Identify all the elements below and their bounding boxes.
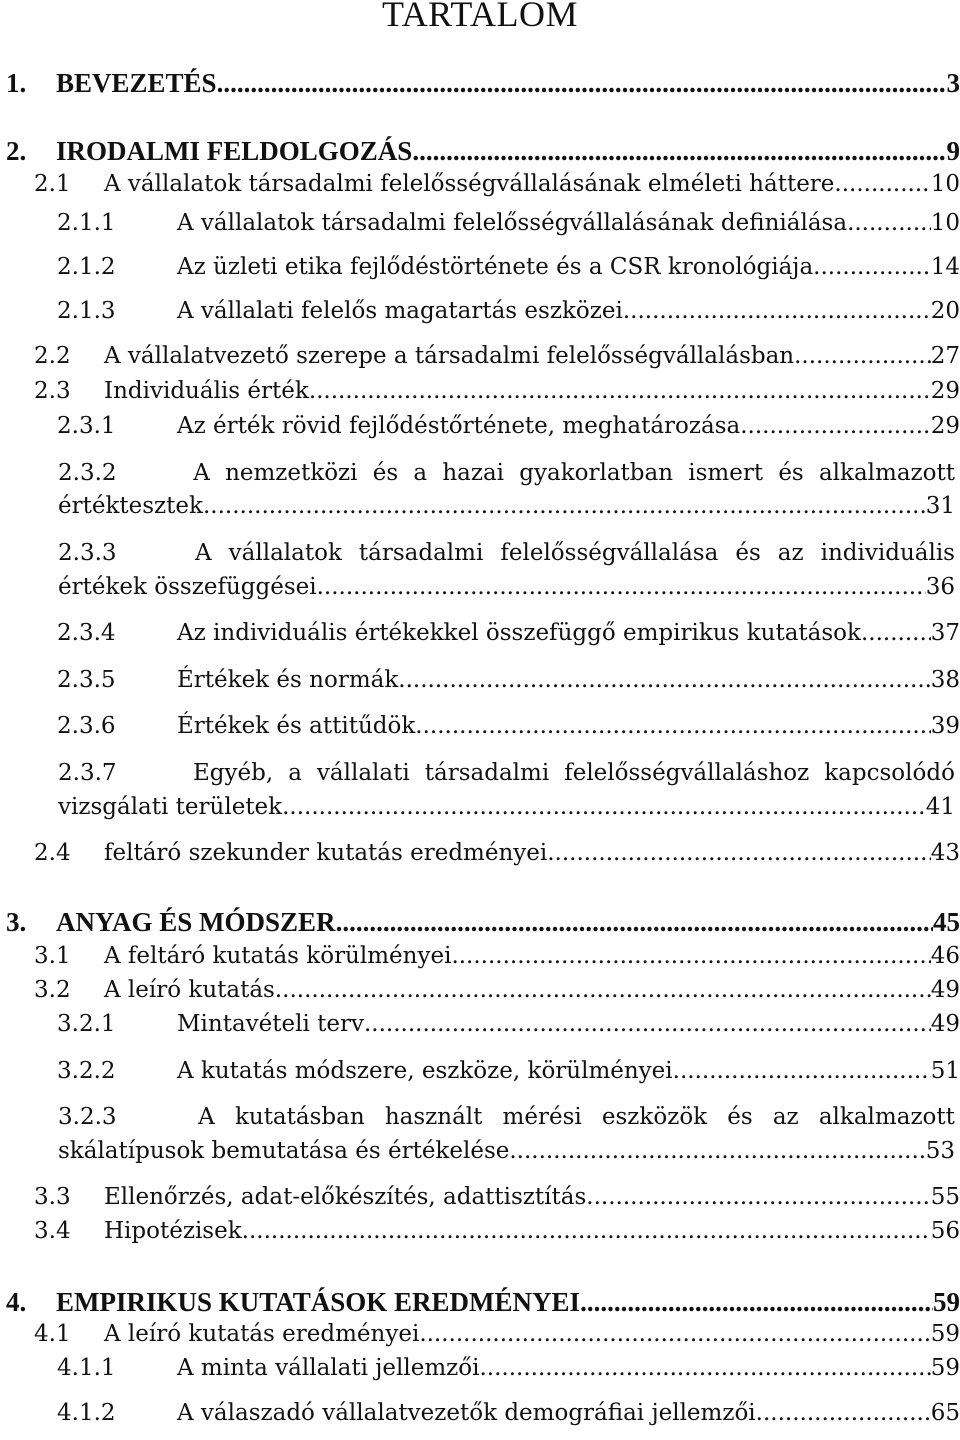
toc-word: A [195, 540, 212, 566]
toc-text: A feltáró kutatás körülményei [104, 943, 452, 969]
toc-word: A [193, 460, 210, 486]
toc-entry-4-1[interactable] [0, 1321, 960, 1359]
toc-text: A vállalatok társadalmi felelősségvállalásának definiálása [177, 210, 848, 236]
toc-page-number: 9 [946, 136, 960, 166]
toc-word: vállalatok [228, 540, 342, 566]
toc-entry-2-1-2[interactable] [0, 254, 960, 292]
toc-page-number: 43 [930, 840, 960, 866]
toc-word: mérési [502, 1104, 582, 1130]
toc-entry-2-3[interactable] [0, 378, 960, 416]
toc-text: A válaszadó vállalatvezetők demográfiai jellemzői [177, 1400, 756, 1426]
toc-page-number: 59 [933, 1287, 960, 1317]
toc-entry-3-2-3[interactable] [58, 1104, 955, 1142]
toc-number: 3.2 [34, 977, 71, 1003]
toc-word: az [777, 540, 804, 566]
toc-leader [317, 574, 926, 600]
toc-text: A kutatás módszere, eszköze, körülményei [177, 1058, 673, 1084]
toc-page-number: 14 [930, 254, 960, 280]
toc-number: 2.3.6 [57, 713, 116, 739]
toc-leader [586, 1184, 930, 1210]
toc-leader [813, 254, 931, 280]
toc-word: A [198, 1104, 215, 1130]
toc-word: és [372, 460, 399, 486]
toc-text: EMPIRIKUS KUTATÁSOK EREDMÉNYEI [56, 1287, 581, 1317]
toc-number: 4.1.1 [57, 1355, 116, 1381]
toc-entry-1[interactable] [0, 68, 960, 106]
toc-word: és [735, 540, 761, 566]
toc-text: A leíró kutatás eredményei [104, 1321, 420, 1347]
toc-leader [398, 667, 930, 693]
toc-text: A leíró kutatás [104, 977, 275, 1003]
toc-leader [861, 620, 931, 646]
toc-text: Értékek és attitűdök [177, 713, 416, 739]
toc-number: 4.1 [34, 1321, 71, 1347]
toc-word: vállalati [316, 760, 410, 786]
toc-leader [336, 907, 933, 938]
toc-word: az [772, 1104, 799, 1130]
toc-word: társadalmi [424, 760, 550, 786]
toc-text: A vállalatok társadalmi felelősségvállalásának elméleti háttere [104, 171, 835, 197]
toc-page-number: 51 [930, 1058, 960, 1084]
toc-text: A vállalati felelős magatartás eszközei [177, 298, 623, 324]
toc-entry-2-3-3[interactable] [58, 540, 955, 578]
toc-number: 2.1.2 [57, 254, 116, 280]
toc-leader [580, 1287, 933, 1318]
toc-page-number: 36 [925, 574, 955, 600]
toc-number: 3.4 [34, 1218, 71, 1244]
toc-number: 3.3 [34, 1184, 71, 1210]
toc-number: 2.4 [34, 840, 71, 866]
toc-page-number: 45 [933, 907, 960, 937]
toc-word: eszközök [601, 1104, 708, 1130]
toc-page-number: 27 [930, 343, 960, 369]
toc-leader [451, 943, 930, 969]
toc-text: Az üzleti etika fejlődéstörténete és a CSR kronológiája [177, 254, 814, 280]
toc-page-number: 38 [930, 667, 960, 693]
toc-text: értékek összefüggései [58, 574, 317, 600]
toc-entry-2-1-3[interactable] [0, 298, 960, 336]
toc-leader [547, 840, 930, 866]
toc-leader [479, 1355, 930, 1381]
toc-entry-2-3-2-cont[interactable] [58, 493, 955, 531]
toc-entry-3-3[interactable] [0, 1184, 960, 1222]
toc-entry-2-3-7[interactable] [58, 760, 955, 798]
toc-number: 2.3.4 [57, 620, 116, 646]
toc-number: 2.3.7 [58, 760, 117, 786]
toc-word: felelősségvállalása [500, 540, 719, 566]
toc-word: használt [384, 1104, 483, 1130]
toc-page-number: 31 [925, 493, 955, 519]
toc-number: 3.1 [34, 943, 71, 969]
toc-number: 1. [6, 68, 27, 98]
toc-word: a [413, 460, 428, 486]
toc-text: A vállalatvezető szerepe a társadalmi felelősségvállalásban [104, 343, 795, 369]
toc-number: 2.3.5 [57, 667, 116, 693]
toc-entry-3-2-3-cont[interactable] [58, 1138, 955, 1176]
toc-text: ANYAG ÉS MÓDSZER [56, 907, 336, 937]
toc-entry-2-3-7-cont[interactable] [58, 794, 955, 832]
toc-entry-4-1-1[interactable] [0, 1355, 960, 1393]
toc-word: individuális [820, 540, 955, 566]
toc-number: 2.1.3 [57, 298, 116, 324]
toc-page-number: 20 [930, 298, 960, 324]
toc-word: Egyéb, [193, 760, 274, 786]
toc-page-number: 29 [930, 413, 960, 439]
toc-page-number: 46 [930, 943, 960, 969]
toc-leader [412, 136, 946, 167]
toc-leader [415, 713, 930, 739]
toc-text: Individuális érték [104, 378, 309, 404]
toc-leader [834, 171, 930, 197]
toc-leader [756, 1400, 931, 1426]
toc-page-number: 59 [930, 1355, 960, 1381]
toc-page-number: 29 [930, 378, 960, 404]
toc-page-number: 65 [930, 1400, 960, 1426]
toc-word: hazai [442, 460, 505, 486]
toc-word: gyakorlatban [519, 460, 674, 486]
toc-number: 4. [6, 1287, 27, 1317]
toc-title: TARTALOM [381, 0, 579, 34]
toc-text: Értékek és normák [177, 667, 399, 693]
toc-leader [275, 977, 931, 1003]
toc-page-number: 49 [930, 977, 960, 1003]
toc-entry-2-3-1[interactable] [0, 413, 960, 451]
toc-page-number: 41 [925, 794, 955, 820]
toc-text: Mintavételi terv [177, 1011, 364, 1037]
toc-number: 2.3.3 [58, 540, 117, 566]
toc-entry-2-4[interactable] [0, 840, 960, 878]
toc-leader [217, 68, 947, 99]
toc-entry-3-2[interactable] [0, 977, 960, 1015]
toc-text: feltáró szekunder kutatás eredményei [104, 840, 548, 866]
toc-number: 3.2.3 [58, 1104, 117, 1130]
toc-word: kapcsolódó [824, 760, 955, 786]
toc-number: 3.2.1 [57, 1011, 116, 1037]
toc-page-number: 10 [930, 171, 960, 197]
toc-entry-3-4[interactable] [0, 1218, 960, 1256]
toc-entry-2-2[interactable] [0, 343, 960, 381]
toc-entry-2-1-1[interactable] [0, 210, 960, 248]
toc-leader [282, 794, 926, 820]
toc-word: és [778, 460, 804, 486]
toc-entry-2-3-4[interactable] [0, 620, 960, 658]
toc-entry-3-2-2[interactable] [0, 1058, 960, 1096]
toc-text: Az individuális értékekkel összefüggő empirikus kutatások [177, 620, 861, 646]
toc-entry-4-1-2[interactable] [0, 1400, 960, 1438]
toc-page-number: 10 [930, 210, 960, 236]
toc-leader [364, 1011, 931, 1037]
toc-leader [847, 210, 931, 236]
toc-word: a [288, 760, 302, 786]
toc-entry-3[interactable] [0, 907, 960, 945]
toc-number: 2.3.1 [57, 413, 116, 439]
toc-text: Ellenőrzés, adat-előkészítés, adattisztítás [104, 1184, 587, 1210]
toc-leader [794, 343, 931, 369]
toc-word: alkalmazott [818, 1104, 955, 1130]
toc-text: Az érték rövid fejlődéstőrténete, meghatározása [177, 413, 741, 439]
toc-number: 3. [6, 907, 27, 937]
toc-text: IRODALMI FELDOLGOZÁS [56, 136, 413, 166]
toc-word: társadalmi [358, 540, 484, 566]
toc-leader [203, 493, 926, 519]
toc-entry-2[interactable] [0, 136, 960, 174]
toc-page-number: 55 [930, 1184, 960, 1210]
toc-page-number: 3 [946, 68, 960, 98]
toc-number: 3.2.2 [57, 1058, 116, 1084]
toc-page-number: 56 [930, 1218, 960, 1244]
toc-page-number: 49 [930, 1011, 960, 1037]
toc-text: BEVEZETÉS [56, 68, 217, 98]
toc-page-number: 53 [925, 1138, 955, 1164]
toc-entry-3-2-1[interactable] [0, 1011, 960, 1049]
toc-number: 2.3.2 [58, 460, 117, 486]
toc-leader [309, 378, 931, 404]
toc-leader [419, 1321, 930, 1347]
toc-leader [673, 1058, 931, 1084]
toc-leader [623, 298, 931, 324]
toc-word: ismert [688, 460, 764, 486]
toc-word: kutatásban [234, 1104, 365, 1130]
toc-entry-4[interactable] [0, 1287, 960, 1325]
toc-leader [509, 1138, 925, 1164]
toc-entry-3-1[interactable] [0, 943, 960, 981]
toc-leader [740, 413, 930, 439]
toc-page-number: 39 [930, 713, 960, 739]
toc-entry-2-3-6[interactable] [0, 713, 960, 751]
toc-text: skálatípusok bemutatása és értékelése [58, 1138, 510, 1164]
toc-entry-2-1[interactable] [0, 171, 960, 209]
toc-number: 4.1.2 [57, 1400, 116, 1426]
toc-number: 2.1 [34, 171, 71, 197]
toc-number: 2.1.1 [57, 210, 116, 236]
toc-leader [242, 1218, 931, 1244]
toc-number: 2. [6, 136, 27, 166]
toc-word: felelősségvállaláshoz [564, 760, 810, 786]
toc-entry-2-3-5[interactable] [0, 667, 960, 705]
toc-text: A minta vállalati jellemzői [177, 1355, 480, 1381]
toc-number: 2.3 [34, 378, 71, 404]
toc-text: vizsgálati területek [58, 794, 283, 820]
toc-number: 2.2 [34, 343, 71, 369]
toc-word: és [727, 1104, 753, 1130]
toc-word: alkalmazott [818, 460, 955, 486]
toc-entry-2-3-3-cont[interactable] [58, 574, 955, 612]
toc-text: értéktesztek [58, 493, 203, 519]
toc-text: Hipotézisek [104, 1218, 242, 1244]
toc-word: nemzetközi [225, 460, 358, 486]
toc-page-number: 59 [930, 1321, 960, 1347]
toc-page-number: 37 [930, 620, 960, 646]
